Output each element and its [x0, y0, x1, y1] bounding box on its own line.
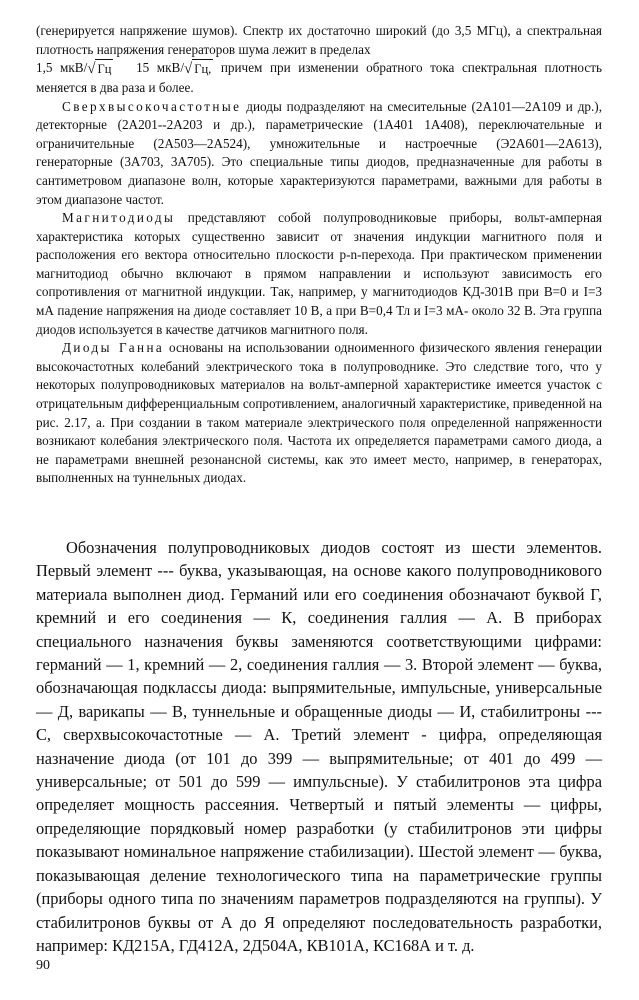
formula-suffix: причем при изменении обратного тока спектральная плотность меняется в два раза и более. — [36, 60, 602, 95]
paragraph-diode-designations: Обозначения полупроводниковых диодов состоят из шести элементов. Первый элемент --- буква, указывающая, на основе какого полупроводникового материала выполнен диод. Германий или его соединения обозначают буквой Г, кремний и его соединения — К, соединения галлия — А. В приборах специального назначения буквы заменяются соответствующими цифрами: германий — 1, кремний — 2, соединения галлия — 3. Второй элемент — буква, обозначающая подклассы диода: выпрямительные, импульсные, универсальные — Д, варикапы — В, туннельные и обращенные диоды — И, стабилитроны --- С, сверхвысокочастотные — А. Третий элемент - цифра, определяющая назначение диода (от 101 до 399 — выпрямительные; от 401 до 499 — универсальные; от 501 до 599 — импульсные). У стабилитронов эта цифра определяет мощность рассеяния. Четвертый и пятый элементы — цифры, определяющие порядковый номер разработки (у стабилитронов эти цифры показывают номинальное напряжение стабилизации). Шестой элемент — буква, показывающая деление технологического типа на параметрические группы (приборы одного типа по значениям параметров подразделяются на группы). У стабилитронов буквы от А до Я определяют последовательность разработки, например: КД215А, ГД412А, 2Д504А, КВ101А, КС168А и т. д. — [36, 538, 602, 955]
body-microwave: диоды подразделяют на смесительные (2А101—2А109 и др.), детекторные (2А201--2А203 и др.), параметрические (1А401 1А408), переключательные и ограничительные (2А503—2А524), умножительные и настроечные (Э2А601—2А613), генераторные (3А703, 3А705). Это специальные типы диодов, предназначенные для работы в сантиметровом диапазоне волн, которые характеризуются параметрами, важными для работы в этом диапазоне частот. — [36, 98, 602, 207]
sqrt-radicand-2: Гц, — [192, 59, 213, 79]
sqrt-hz-1: √ Гц — [87, 61, 112, 78]
paragraph-noise-density — [36, 59, 602, 97]
sqrt-radicand-1: Гц — [95, 59, 113, 79]
body-magnetodiodes: представляют собой полупроводниковые приборы, вольт-амперная характеристика которых существенно зависит от значения индукции магнитного поля и расположения его вектора относительно плоскости р-n-перехода. При практическом применении магнитодиод обычно включают в прямом направлении и используют зависимость его сопротивления от магнитной индукции. Так, например, у магнитодиодов КД-301В при B=0 и I=3 мА падение напряжения на диоде составляет 10 В, а при B=0,4 Тл и I=3 мА- около 32 В. Эта группа диодов используется в качестве датчиков магнитного поля. — [36, 210, 602, 337]
bottom-text-section — [36, 536, 602, 957]
paragraph-magnetodiodes — [36, 209, 602, 339]
lead-in-gunn: Диоды Ганна — [62, 340, 165, 356]
lead-in-microwave: Сверхвысокочастотные — [62, 98, 242, 114]
page-number: 90 — [36, 958, 50, 973]
body-gunn: основаны на использовании одноименного физического явления генерации высокочастотных колебаний электрического тока в полупроводнике. Это следствие того, что у некоторых полупроводниковых материалов на вольт-амперной характеристике имеется участок с отрицательным дифференциальным сопротивлением, аналогичный характеристике, приведенной на рис. 2.17, а. При создании в таком материале электрического поля определенной напряженности возникают колебания электрического поля. Частота их определяется параметрами самого диода, а не параметрами внешней резонансной системы, как это имеет место, например, в генераторах, выполненных на туннельных диодах. — [36, 340, 603, 486]
paragraph-noise-spectrum: (генерируется напряжение шумов). Спектр их достаточно широкий (до 3,5 МГц), а спектральная плотность напряжения генераторов шума лежит в пределах — [36, 23, 602, 57]
formula-middle: 15 мкВ/ — [136, 60, 185, 76]
paragraph-microwave-diodes — [36, 98, 602, 210]
lead-in-magnetodiodes: Магнитодиоды — [62, 210, 176, 226]
top-text-section — [36, 22, 602, 488]
formula-prefix: 1,5 мкВ/ — [36, 60, 88, 76]
paragraph-gunn-diodes — [36, 339, 602, 488]
sqrt-hz-2: √ Гц, — [184, 61, 212, 78]
